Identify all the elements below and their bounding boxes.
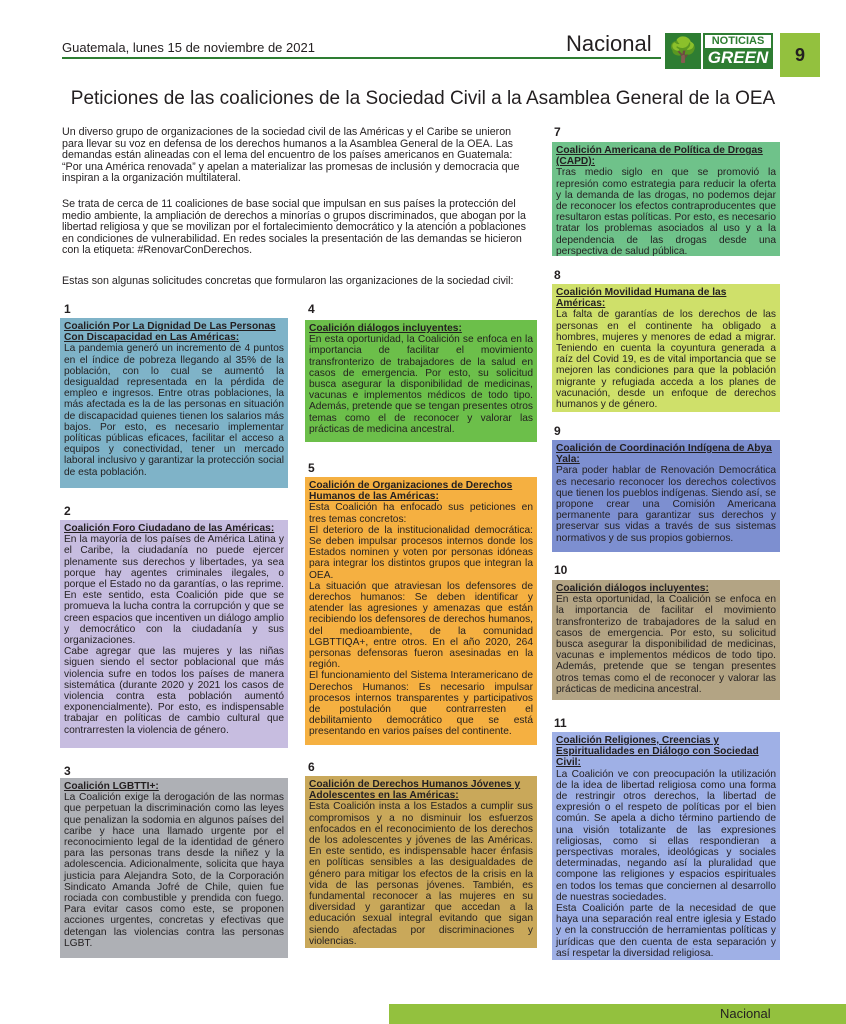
coalition-text: Para poder hablar de Renovación Democrática es necesario reconocer los derechos colectivos que tienen los pueblos indígenas. Siendo así, se propone crear una Comisión Americana permanente para garantizar sus derechos y preservar sus vidas a través de sus sistemas normativos y de sus propios gobiernos. (556, 465, 776, 544)
footer-bar (389, 1004, 846, 1024)
coalition-box (305, 776, 537, 948)
coalition-number: 10 (554, 563, 568, 577)
logo-wordmark (703, 33, 773, 69)
coalition-box (552, 142, 780, 256)
intro-paragraph-3: Estas son algunas solicitudes concretas que formularon las organizaciones de la sociedad civil: (62, 275, 514, 287)
coalition-heading: Coalición diálogos incluyentes: (309, 323, 462, 334)
coalition-heading: Coalición Americana de Política de Drogas (CAPD): (556, 145, 763, 168)
issue-date: Guatemala, lunes 15 de noviembre de 2021 (62, 40, 315, 55)
coalition-box (552, 440, 780, 552)
tree-icon: 🌳 (665, 33, 701, 69)
coalition-text: La pandemia generó un incremento de 4 puntos en el índice de pobreza llegando al 35% de la población, con lo cual se aumentó la desigualdad representada en la pérdida de empleo e ingresos. Entre otras poblaciones, la más afectada es la de las personas en situación de discapacidad quienes tienen los salarios más bajos. Por esto, es necesario implementar políticas públicas eficaces, facilitar el acceso a equipos y conectividad, tener un mercado laboral inclusivo y garantizar la protección social de esta población. (64, 343, 284, 478)
coalition-text: En esta oportunidad, la Coalición se enfoca en la importancia de facilitar el movimiento transfronterizo de trabajadores de la salud en casos de emergencia. Por esto, su solicitud busca asegurar la disponibilidad de medicinas, vacunas e implementos médicos de todo tipo. Además, pretende que se tengan presentes otros temas como el de reconocer y valorar las prácticas de medicina ancestral. (309, 334, 533, 435)
coalition-number: 1 (64, 302, 71, 316)
logo-top-text: NOTICIAS (705, 35, 771, 48)
coalition-text: Cabe agregar que las mujeres y las niñas siguen siendo el sector poblacional que más violencia sufre en todos los países de manera sistemática (durante 2020 y 2021 los casos de violencia contra esta población aumentó exponencialmente). Por esto, es indispensable trabajar en políticas de cambio cultural que contrarresten la violencia de género. (64, 646, 284, 736)
coalition-box (552, 284, 780, 412)
coalition-heading: Coalición Foro Ciudadano de las Américas: (64, 523, 275, 534)
coalition-box (60, 778, 288, 958)
intro-paragraph-2: Se trata de cerca de 11 coaliciones de base social que impulsan en sus países la protección del medio ambiente, la ampliación de derechos a minorías o grupos discriminados, que abogan por la libertad religiosa y que se movilizan por el fortalecimiento democrático y la atención a poblaciones en condiciones de vulnerabilidad. En redes sociales la presentación de las demandas se hicieron con la etiqueta: #RenovarConDerechos. (62, 198, 526, 257)
coalition-text: La situación que atraviesan los defensores de derechos humanos: Se deben identificar y atender las agresiones y amenazas que están recibiendo los defensores de derechos humanos, del medioambiente, de la comunidad LGBTTIQA+, entre otros. En el año 2020, 264 personas defensoras fueron asesinadas en la región. (309, 580, 533, 671)
coalition-heading: Coalición de Coordinación Indígena de Abya Yala: (556, 443, 772, 466)
coalition-heading: Coalición LGBTTI+: (64, 781, 159, 792)
coalition-heading: Coalición de Organizaciones de Derechos Humanos de las Américas: (309, 480, 513, 503)
coalition-box (552, 580, 780, 700)
newspaper-logo (665, 33, 773, 69)
coalition-text: El funcionamiento del Sistema Interamericano de Derechos Humanos: Es necesario impulsar procesos internos transparentes y participativos de postulación que contrarresten el debilitamiento democrático que se está presentando en varios países del continente. (309, 670, 533, 738)
logo-bottom-text: GREEN (707, 48, 769, 67)
coalition-number: 9 (554, 424, 561, 438)
coalition-number: 2 (64, 504, 71, 518)
coalition-text: El deterioro de la institucionalidad democrática: Se deben impulsar procesos internos donde los Estados nominen y voten por personas idóneas para integrar los distintos grupos que integran la OEA. (309, 524, 533, 581)
coalition-box (60, 520, 288, 748)
coalition-number: 6 (308, 760, 315, 774)
footer-section: Nacional (720, 1006, 771, 1021)
coalition-text: La falta de garantías de los derechos de las personas en el continente ha obligado a hombres, mujeres y menores de edad a migrar. Teniendo en cuenta la coyuntura generada a raíz del Covid 19, es de vital importancia que se mejoren las condiciones para que la población migrante y refugiada acceda a los planes de vacunación, desde un enfoque de derechos humanos y de género. (556, 309, 776, 411)
coalition-box (60, 318, 288, 488)
coalition-text: Tras medio siglo en que se promovió la represión como estrategia para reducir la oferta y la demanda de las drogas, no podemos dejar de reconocer los efectos contraproducentes que resultaron estas políticas. Por esto, es necesario tratar los problemas asociados al uso y a la dependencia de las drogas desde una perspectiva de salud pública. (556, 167, 776, 256)
coalition-heading: Coalición de Derechos Humanos Jóvenes y Adolescentes en las Américas: (309, 779, 521, 802)
coalition-number: 4 (308, 302, 315, 316)
header-rule (62, 57, 661, 59)
coalition-text: En esta oportunidad, la Coalición se enfoca en la importancia de facilitar el movimiento transfronterizo de trabajadores de la salud en casos de emergencia. Por esto, su solicitud busca asegurar la disponibilidad de medicinas, vacunas e implementos médicos de todo tipo. Además, pretende que se tengan presentes otros temas como el de reconocer y valorar las prácticas de medicina ancestral. (556, 594, 776, 695)
coalition-text: Esta Coalición insta a los Estados a cumplir sus compromisos y a no disminuir los esfuerzos enfocados en el reconocimiento de los derechos de los adolescentes y jóvenes de las Américas. En este sentido, es indispensable hacer énfasis en políticas sensibles a las desigualdades de género para mitigar los efectos de la crisis en la vida de las personas jóvenes. También, es fundamental reconocer a las mujeres en su diversidad y garantizar que accedan a la educación sexual integral evitando que sigan siendo afectadas por discriminaciones y violencias. (309, 801, 533, 947)
coalition-heading: Coalición diálogos incluyentes: (556, 583, 709, 594)
coalition-number: 3 (64, 764, 71, 778)
coalition-number: 5 (308, 461, 315, 475)
coalition-text: La Coalición ve con preocupación la utilización de la idea de libertad religiosa como una forma de restringir otros derechos, la libertad de expresión o el respeto de políticas por el bien común. Se apela a dicho término partiendo de una visión totalizante de las expresiones religiosas, como si ellas respondieran a perspectivas morales, ideológicas y sociales determinadas, negando así la pluralidad que compone las religiones y espacios espirituales en todos los temas que conciernen al desarrollo de nuestras sociedades. (556, 768, 776, 903)
coalition-heading: Coalición Religiones, Creencias y Espiritualidades en Diálogo con Sociedad Civil: (556, 735, 759, 769)
coalition-text: Esta Coalición parte de la necesidad de que haya una separación real entre iglesia y Estado y en la construcción de herramientas políticas y jurídicas que den cuenta de esta separación y así respetar la diversidad religiosa. (556, 903, 776, 959)
page-number: 9 (780, 33, 820, 77)
coalition-number: 11 (554, 716, 567, 730)
coalition-text: En la mayoría de los países de América Latina y el Caribe, la ciudadanía no puede ejercer plenamente sus derechos y libertades, ya sea porque hay agentes criminales ilegales, o porque el Estado no da garantías, o las reprime. En este sentido, esta Coalición pide que se promueva la lucha contra la corrupción y que se creen espacios que incentiven un diálogo amplio y democrático con la ciudadanía y sus organizaciones. (64, 534, 284, 647)
coalition-text: Esta Coalición ha enfocado sus peticiones en tres temas concretos: (309, 502, 533, 525)
coalition-box (305, 477, 537, 745)
coalition-number: 8 (554, 268, 561, 282)
coalition-box (305, 320, 537, 442)
coalition-box (552, 732, 780, 960)
coalition-text: La Coalición exige la derogación de las normas que perpetuan la discriminación como las leyes que penalizan la sodomia en algunos países del caribe y hace una llamado urgente por el reconocimiento legal de la identidad de género para las personas trans desde la niñez y la adolescencia. Adicionalmente, solicita que haya justicia para Alejandra Soto, de la Corporación Sindicato Amanda Jofré de Chile, quien fue rociada con combustible y prendida con fuego. Para evitar casos como este, se proponen acciones urgentes, concretas y efectivas que detengan las violencias contra las personas LGBT. (64, 792, 284, 949)
coalition-heading: Coalición Por La Dignidad De Las Personas Con Discapacidad en Las Américas: (64, 321, 276, 344)
section-name: Nacional (566, 31, 652, 56)
coalition-heading: Coalición Movilidad Humana de las Américas: (556, 287, 727, 310)
intro-paragraph-1: Un diverso grupo de organizaciones de la sociedad civil de las Américas y el Caribe se unieron para llevar su voz en defensa de los derechos humanos a la Asamblea General de la OEA. Las demandas están alineadas con el lema del encuentro de los países americanos en Guatemala: “Por una América renovada” y apelan a materializar las promesas de inclusión y democracia que inspiran a la organización multilateral. (62, 126, 520, 185)
coalition-number: 7 (554, 125, 561, 139)
article-title: Peticiones de las coaliciones de la Sociedad Civil a la Asamblea General de la OEA (70, 88, 776, 109)
